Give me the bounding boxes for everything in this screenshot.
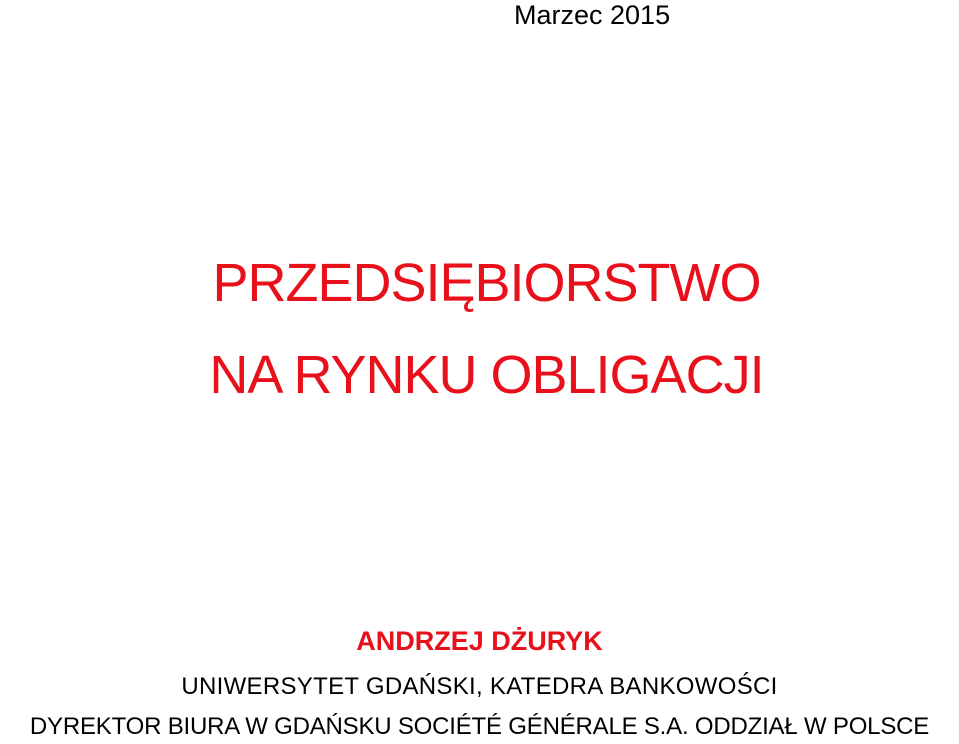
document-date: Marzec 2015 [514,0,671,30]
author-affiliation-bank: DYREKTOR BIURA W GDAŃSKU SOCIÉTÉ GÉNÉRALE S.A. ODDZIAŁ W POLSCE [29,713,930,740]
author-affiliation-university: UNIWERSYTET GDAŃSKI, KATEDRA BANKOWOŚCI [181,673,778,700]
author-name: ANDRZEJ DŻURYK [356,626,603,656]
title-line-2: NA RYNKU OBLIGACJI [209,345,764,405]
title-line-1: PRZEDSIĘBIORSTWO [212,253,761,313]
